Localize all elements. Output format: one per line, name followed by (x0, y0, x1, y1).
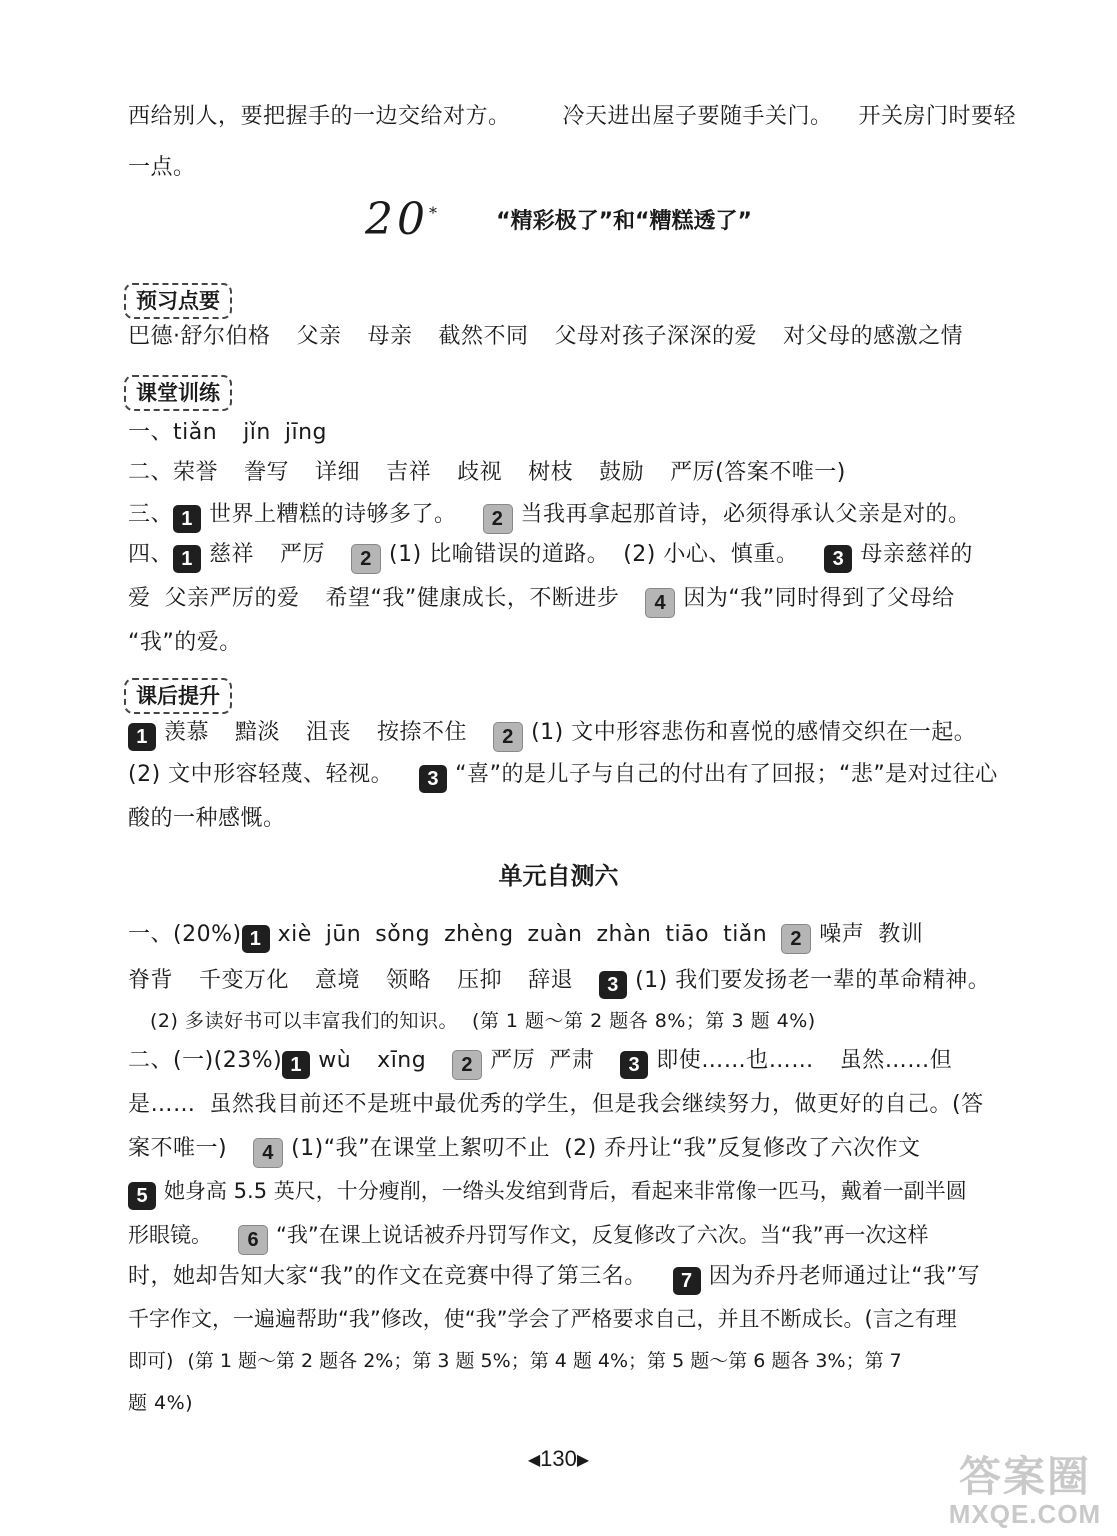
right-triangle-icon: ▶ (576, 1452, 590, 1469)
preview-items: 巴德·舒尔伯格 父亲 母亲 截然不同 父母对孩子深深的爱 对父母的感激之情 (128, 324, 964, 349)
lesson-number: 20* (365, 194, 442, 245)
question-number-badge: 1 (173, 545, 201, 573)
lesson-name: “精彩极了”和“糟糕透了” (496, 209, 752, 234)
question-number-badge: 2 (483, 504, 513, 534)
question-number-badge: 1 (242, 925, 270, 953)
section-tag-classwork: 课堂训练 (124, 375, 232, 411)
question-number-badge: 2 (781, 924, 811, 954)
unit-test-part2-line8: 即可) (第 1 题～第 2 题各 2%；第 3 题 5%；第 4 题 4%；第 5 题～第 6 题各 3%；第 7 (128, 1350, 902, 1372)
classwork-q3: 三、 1 世界上糟糕的诗够多了。 2 当我再拿起那首诗，必须得承认父亲是对的。 (128, 500, 1007, 534)
question-number-badge: 3 (599, 971, 627, 999)
question-number-badge: 3 (620, 1051, 648, 1079)
left-triangle-icon: ◀ (527, 1452, 541, 1469)
unit-test-part2-line6: 时，她却告知大家“我”的作文在竞赛中得了第三名。 7 因为乔丹老师通过让“我”写 (128, 1262, 1007, 1295)
classwork-q1: 一、tiǎn jǐn jīng (128, 420, 327, 445)
unit-test-part2-line2: 是…… 虽然我目前还不是班中最优秀的学生，但是我会继续努力，做更好的自己。(答 (128, 1092, 984, 1117)
question-number-badge: 2 (351, 544, 381, 574)
text-segment: 西给别人，要把握手的一边交给对方。 (128, 104, 511, 129)
section-tag-preview: 预习点要 (124, 283, 232, 319)
question-number-badge: 6 (238, 1225, 268, 1255)
unit-test-part1-line3: (2) 多读好书可以丰富我们的知识。 (第 1 题～第 2 题各 8%；第 3 题 4%) (150, 1010, 816, 1032)
unit-test-title: 单元自测六 (498, 862, 619, 890)
question-number-badge: 5 (128, 1182, 156, 1210)
unit-test-part1-line2: 脊背 千变万化 意境 领略 压抑 辞退 3 (1) 我们要发扬老一辈的革命精神。 (128, 966, 1007, 999)
unit-test-part2-line5: 形眼镜。 6 “我”在课上说话被乔丹罚写作文，反复修改了六次。当“我”再一次这样 (128, 1220, 1007, 1255)
afterclass-line3: 酸的一种感慨。 (128, 806, 286, 831)
continuation-line-1 (128, 102, 1017, 132)
question-number-badge: 4 (645, 588, 675, 618)
question-number-badge: 3 (419, 765, 447, 793)
unit-test-part2-line7: 千字作文，一遍遍帮助“我”修改，使“我”学会了严格要求自己，并且不断成长。(言之有理 (128, 1307, 957, 1331)
text-segment: 冷天进出屋子要随手关门。 (562, 104, 833, 129)
classwork-q4-line1: 四、 1 慈祥 严厉 2 (1) 比喻错误的道路。 (2) 小心、慎重。 3 母亲慈祥的 (128, 540, 1007, 574)
question-number-badge: 3 (824, 545, 852, 573)
lesson-title (0, 194, 1117, 245)
question-number-badge: 7 (673, 1267, 701, 1295)
unit-test-part2-line4: 5 她身高 5.5 英尺，十分瘦削，一绺头发绾到背后，看起来非常像一匹马，戴着一副半圆 (128, 1176, 1007, 1210)
unit-test-part2-line1: 二、(一)(23%) 1 wù xīng 2 严厉 严肃 3 即使……也…… 虽然……但 (128, 1046, 1007, 1080)
continuation-line-2: 一点。 (128, 155, 196, 180)
text-segment: 开关房门时要轻 (858, 104, 1017, 129)
watermark-logo: 答案圈 MXQE.COM (948, 1452, 1102, 1529)
afterclass-line1: 1 羡慕 黯淡 沮丧 按捺不住 2 (1) 文中形容悲伤和喜悦的感情交织在一起。 (128, 718, 1007, 752)
classwork-q4-line3: “我”的爱。 (128, 630, 242, 655)
question-number-badge: 4 (253, 1138, 283, 1168)
classwork-q4-line2: 爱 父亲严厉的爱 希望“我”健康成长，不断进步 4 因为“我”同时得到了父母给 (128, 584, 1007, 618)
question-number-badge: 1 (282, 1051, 310, 1079)
unit-test-part2-line3: 案不唯一) 4 (1)“我”在课堂上絮叨不止 (2) 乔丹让“我”反复修改了六次作文 (128, 1134, 1007, 1168)
page-number: ◀130▶ (527, 1446, 590, 1471)
afterclass-line2: (2) 文中形容轻蔑、轻视。 3 “喜”的是儿子与自己的付出有了回报；“悲”是对过往心 (128, 760, 1007, 793)
section-tag-afterclass: 课后提升 (124, 678, 232, 714)
classwork-q2: 二、荣誉 誊写 详细 吉祥 歧视 树枝 鼓励 严厉(答案不唯一) (128, 460, 846, 485)
question-number-badge: 1 (128, 723, 156, 751)
question-number-badge: 2 (452, 1050, 482, 1080)
question-number-badge: 2 (493, 722, 523, 752)
unit-test-part1-line1: 一、(20%) 1 xiè jūn sǒng zhèng zuàn zhàn tiāo tiǎn 2 噪声 教训 (128, 920, 1007, 954)
question-number-badge: 1 (173, 505, 201, 533)
unit-test-part2-line9: 题 4%) (128, 1392, 194, 1414)
